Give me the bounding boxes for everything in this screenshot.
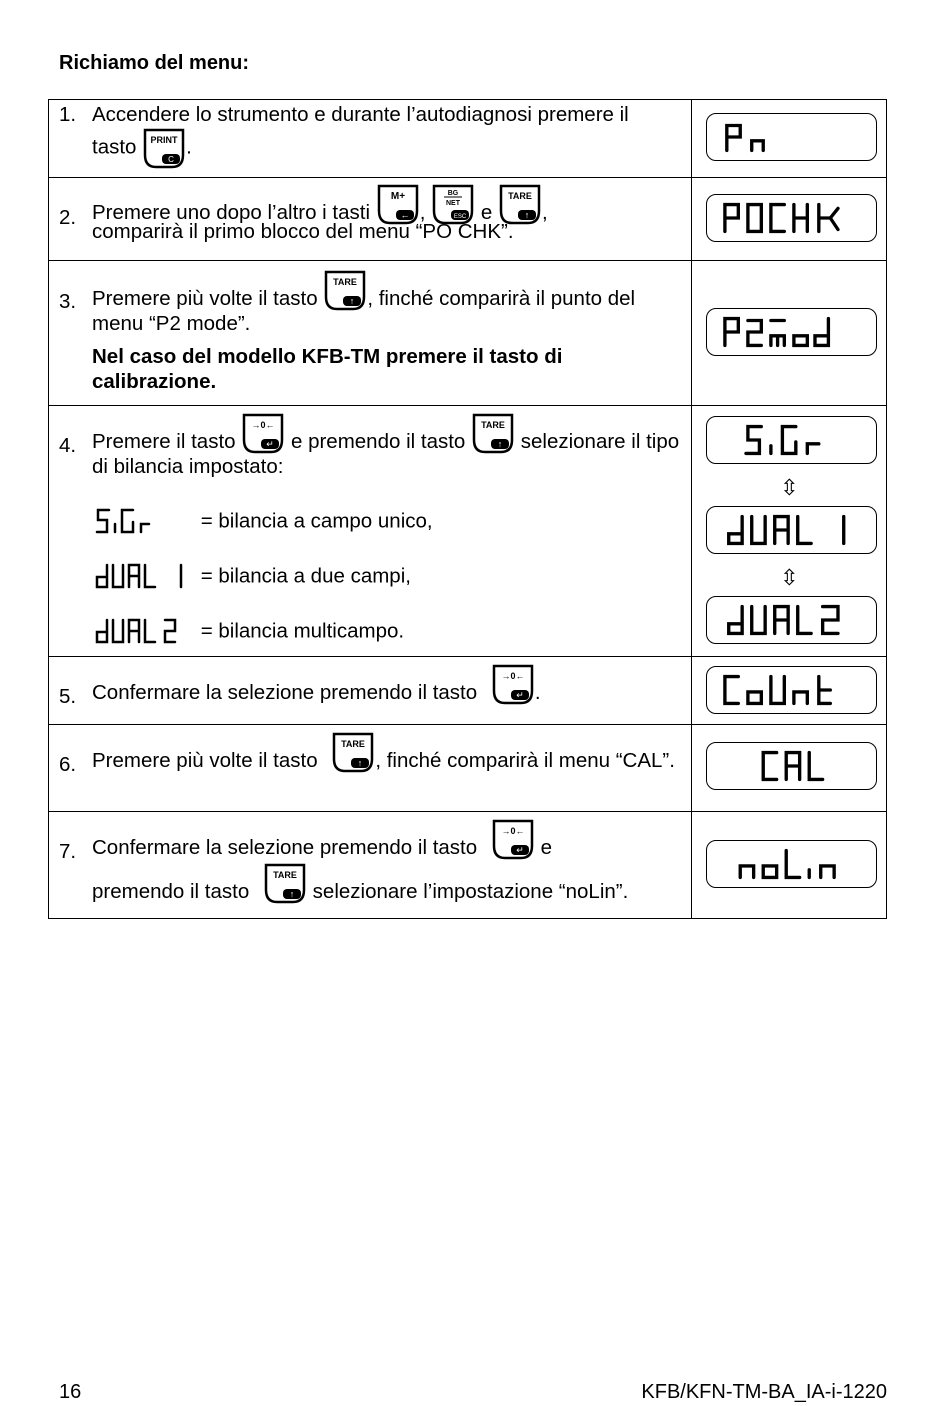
step-text: Accendere lo strumento e durante l’autodiagnosi premere il [92,103,629,126]
lcd-symbol [95,561,195,591]
table-row: 7. Confermare la selezione premendo il tasto →0← ↵ e premendo il tasto TARE ↑ selezionare l’impostazione “noLin”. [49,812,887,919]
svg-text:NET: NET [446,200,461,207]
step-number: 7. [59,840,77,863]
page-number: 16 [59,1381,82,1403]
document-code: KFB/KFN-TM-BA_IA-i-1220 [641,1381,887,1403]
table-row [49,261,887,406]
definition-row: = bilancia a due campi, [95,561,411,591]
step-text: Premere il tasto [92,430,236,453]
step-text: selezionare il tipo di bilancia impostato: [92,430,680,478]
print-key-icon [142,127,186,169]
lcd-display [706,113,877,161]
step-text: Premere più volte il tasto [92,749,318,772]
step-text: tasto [92,135,137,159]
definition-row: = bilancia a campo unico, [95,506,433,536]
svg-text:TARE: TARE [481,420,505,430]
svg-text:ESC: ESC [453,214,467,220]
lcd-display [706,194,877,242]
table-row: 1. Accendere lo strumento e durante l’autodiagnosi premere il tasto PRINT C . [49,100,887,178]
tare-key-icon [331,731,375,773]
step-note: Nel caso del modello KFB-TM premere il tasto di calibrazione. [92,345,563,393]
step-text: Confermare la selezione premendo il tasto [92,836,478,859]
table-row [49,406,887,657]
svg-text:C: C [168,155,175,164]
svg-text:→0←: →0← [251,420,275,430]
lcd-symbol [95,616,195,646]
step-text: Premere uno dopo l’altro i tasti [92,201,371,224]
step-number: 4. [59,434,77,457]
lcd-display [706,666,877,714]
step-text: , finché comparirà il punto del menu “P2 mode”. [92,287,636,335]
step-text: e premendo il tasto [290,430,466,453]
step-text: , finché comparirà il menu “CAL”. [375,749,675,772]
zero-key-icon [491,818,535,860]
definition-row: = bilancia multicampo. [95,616,404,646]
lcd-display [706,308,877,356]
lcd-display [706,840,877,888]
table-row: 5. Confermare la selezione premendo il tasto →0← ↵ . [49,657,887,725]
lcd-display [706,596,877,644]
svg-text:→0←: →0← [501,671,525,681]
svg-text:TARE: TARE [273,870,297,880]
svg-text:↑: ↑ [524,210,530,220]
tare-key-icon [263,862,307,904]
step-number: 2. [59,206,77,229]
tare-key-icon [323,269,367,311]
svg-text:TARE: TARE [508,191,532,201]
svg-text:↑: ↑ [350,296,355,306]
svg-text:↵: ↵ [516,690,524,700]
menu-steps-table [48,99,887,919]
svg-text:↑: ↑ [289,889,295,899]
lcd-symbol [95,506,195,536]
svg-text:M+: M+ [390,191,405,202]
table-row: 2. Premere uno dopo l’altro i tasti M+ ← , BG NET ESC e TARE ↑ , comparirà il primo blocco del menu “PO CHK”. [49,178,887,261]
up-down-arrow-icon: ⇳ [780,565,799,590]
step-number: 6. [59,753,77,776]
up-down-arrow-icon: ⇳ [780,475,799,500]
zero-key-icon [491,663,535,705]
step-number: 5. [59,685,77,708]
step-text: premendo il tasto [92,880,250,903]
step-number: 3. [59,290,77,313]
table-row [49,725,887,812]
step-text: comparirà il primo blocco del menu “PO CHK”. [92,220,514,243]
step-text: Confermare la selezione premendo il tasto [92,681,478,704]
step-number: 1. [59,103,77,126]
svg-text:BG: BG [447,190,459,197]
svg-text:PRINT: PRINT [150,135,178,145]
step-text: Premere più volte il tasto [92,287,318,310]
tare-key-icon [471,412,515,454]
svg-text:TARE: TARE [333,277,358,287]
step-text: selezionare l’impostazione “noLin”. [312,880,629,903]
svg-text:TARE: TARE [341,739,366,749]
svg-text:→0←: →0← [501,826,525,836]
lcd-display [706,416,877,464]
svg-text:↑: ↑ [358,758,363,768]
section-heading: Richiamo del menu: [59,52,250,74]
svg-text:↵: ↵ [516,845,524,855]
svg-text:↵: ↵ [266,439,275,449]
lcd-display [706,506,877,554]
lcd-display [706,742,877,790]
svg-text:←: ← [400,210,410,220]
svg-text:↑: ↑ [497,439,503,449]
zero-key-icon [241,412,285,454]
